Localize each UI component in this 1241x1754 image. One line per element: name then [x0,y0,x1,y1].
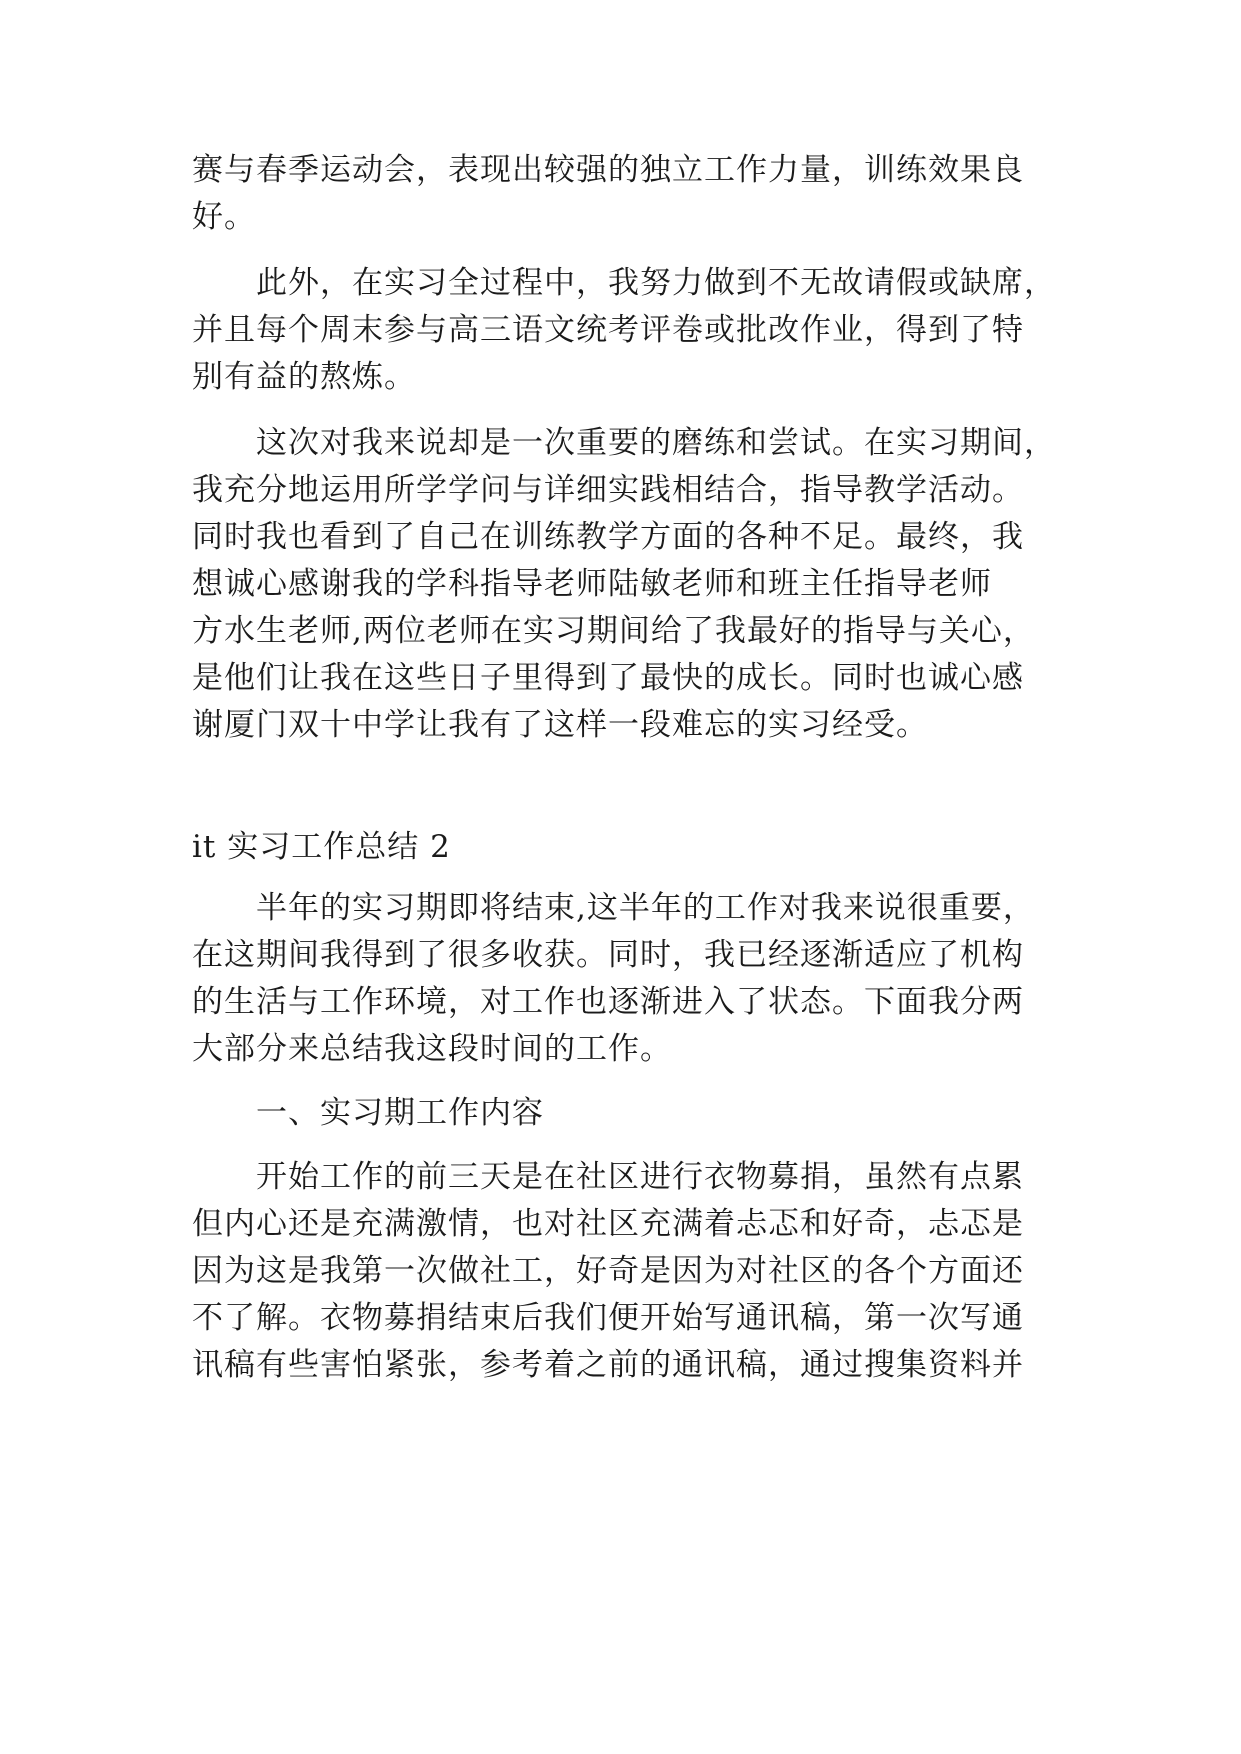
section-title: it 实习工作总结 2 [192,829,451,865]
text-line: 并且每个周末参与高三语文统考评卷或批改作业，得到了特 [192,312,1024,348]
subheading: 一、实习期工作内容 [256,1095,544,1131]
text-line: 谢厦门双十中学让我有了这样一段难忘的实习经受。 [192,707,928,743]
text-line: 好。 [192,199,256,235]
text-line: 但内心还是充满激情，也对社区充满着忐忑和好奇，忐忑是 [192,1206,1024,1242]
text-line: 同时我也看到了自己在训练教学方面的各种不足。最终，我 [192,519,1024,555]
text-line: 是他们让我在这些日子里得到了最快的成长。同时也诚心感 [192,660,1024,696]
text-line: 因为这是我第一次做社工，好奇是因为对社区的各个方面还 [192,1253,1024,1289]
text-line: 讯稿有些害怕紧张，参考着之前的通讯稿，通过搜集资料并 [192,1347,1024,1383]
text-line: 不了解。衣物募捐结束后我们便开始写通讯稿，第一次写通 [192,1300,1024,1336]
text-line: 想诚心感谢我的学科指导老师陆敏老师和班主任指导老师 [192,566,992,602]
text-line: 开始工作的前三天是在社区进行衣物募捐，虽然有点累 [256,1159,1024,1195]
text-line: 我充分地运用所学学问与详细实践相结合，指导教学活动。 [192,472,1024,508]
text-line: 的生活与工作环境，对工作也逐渐进入了状态。下面我分两 [192,984,1024,1020]
text-line: 半年的实习期即将结束,这半年的工作对我来说很重要， [256,890,1035,926]
text-line: 大部分来总结我这段时间的工作。 [192,1031,672,1067]
text-line: 方水生老师,两位老师在实习期间给了我最好的指导与关心， [192,613,1035,649]
text-line: 这次对我来说却是一次重要的磨练和尝试。在实习期间， [256,425,1056,461]
text-line: 在这期间我得到了很多收获。同时，我已经逐渐适应了机构 [192,937,1024,973]
text-line: 此外，在实习全过程中，我努力做到不无故请假或缺席， [256,265,1056,301]
text-line: 赛与春季运动会，表现出较强的独立工作力量，训练效果良 [192,152,1024,188]
text-line: 别有益的熬炼。 [192,359,416,395]
